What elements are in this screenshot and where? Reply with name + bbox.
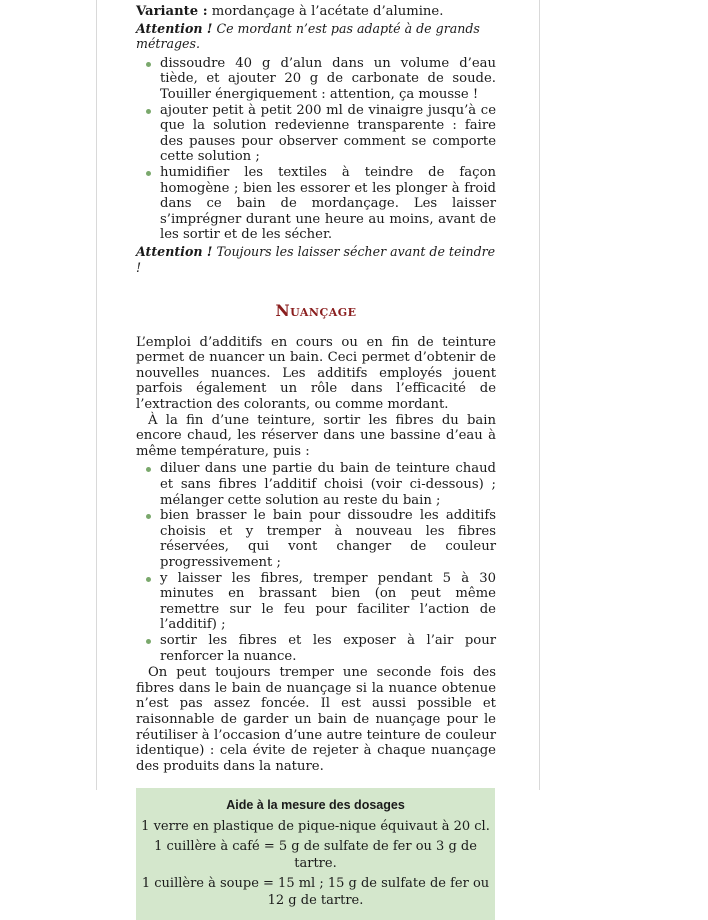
attention-text: Toujours les laisser sécher avant de teindre ! bbox=[136, 243, 496, 275]
variante-text: mordançage à l’acétate d’alumine. bbox=[207, 4, 444, 19]
box-line: 1 cuillère à soupe = 15 ml ; 15 g de sulfate de fer ou 12 g de tartre. bbox=[141, 875, 490, 908]
list-item bbox=[136, 571, 496, 633]
page-right-edge bbox=[539, 0, 540, 790]
dosage-help-box bbox=[136, 788, 495, 920]
box-line: 1 verre en plastique de pique-nique équivaut à 20 cl. bbox=[141, 818, 490, 834]
list-item-text: bien brasser le bain pour dissoudre les additifs choisis et y tremper à nouveau les fibres réservées, qui vont changer de couleur progressivement ; bbox=[160, 508, 496, 570]
list-item-text: diluer dans une partie du bain de teinture chaud et sans fibres l’additif choisi (voir ci-dessous) ; mélanger cette solution au reste du bain ; bbox=[160, 461, 496, 508]
box-line: 1 cuillère à café = 5 g de sulfate de fer ou 3 g de tartre. bbox=[154, 838, 477, 871]
list-item bbox=[136, 56, 496, 103]
list-item bbox=[136, 103, 496, 165]
section-heading: Nuançage bbox=[275, 301, 357, 321]
list-item-text: sortir les fibres et les exposer à l’air pour renforcer la nuance. bbox=[160, 632, 496, 664]
bullet-icon bbox=[146, 109, 151, 114]
list-item bbox=[136, 165, 496, 243]
attention-text: Ce mordant n’est pas adapté à de grands métrages. bbox=[136, 20, 480, 52]
nuancage-steps-list bbox=[136, 461, 496, 664]
bullet-icon bbox=[146, 577, 151, 582]
list-item bbox=[136, 508, 496, 570]
list-item bbox=[136, 461, 496, 508]
attention-note-2 bbox=[136, 244, 496, 275]
list-item-text: humidifier les textiles à teindre de façon homogène ; bien les essorer et les plonger à froid dans ce bain de mordançage. Les laisser s’imprégner durant une heure au moins, avant de les sortir et de les sécher. bbox=[160, 164, 496, 243]
attention-note-1 bbox=[136, 21, 496, 52]
paragraph-instructions: À la fin d’une teinture, sortir les fibres du bain encore chaud, les réserver dans une bassine d’eau à même température, puis : bbox=[136, 412, 496, 459]
variante-label: Variante : bbox=[136, 4, 208, 19]
mordant-steps-list bbox=[136, 56, 496, 243]
bullet-icon bbox=[146, 639, 151, 644]
page-left-edge bbox=[96, 0, 97, 790]
paragraph-conclusion: On peut toujours tremper une seconde fois des fibres dans le bain de nuançage si la nuance obtenue n’est pas assez foncée. Il est aussi possible et raisonnable de garder un bain de nuançage pour le réutiliser à l’occasion d’une autre teinture de couleur identique) : cela évite de rejeter à chaque nuançage des produits dans la nature. bbox=[136, 665, 496, 774]
bullet-icon bbox=[146, 171, 151, 176]
list-item-text: ajouter petit à petit 200 ml de vinaigre jusqu’à ce que la solution redevienne transparente : faire des pauses pour observer comment se comporte cette solution ; bbox=[160, 102, 496, 165]
attention-label: Attention ! bbox=[136, 20, 213, 36]
bullet-icon bbox=[146, 514, 151, 519]
bullet-icon bbox=[146, 467, 151, 472]
attention-label: Attention ! bbox=[136, 243, 213, 259]
box-title: Aide à la mesure des dosages bbox=[226, 798, 405, 813]
list-item bbox=[136, 633, 496, 664]
variante-line bbox=[136, 4, 496, 20]
bullet-icon bbox=[146, 62, 151, 67]
document-page bbox=[136, 4, 496, 920]
paragraph-intro: L’emploi d’additifs en cours ou en fin de teinture permet de nuancer un bain. Ceci permet d’obtenir de nouvelles nuances. Les additifs employés jouent parfois également un rôle dans l’efficacité de l’extraction des colorants, ou comme mordant. bbox=[136, 334, 496, 413]
list-item-text: dissoudre 40 g d’alun dans un volume d’eau tiède, et ajouter 20 g de carbonate de soude. Touiller énergiquement : attention, ça mousse ! bbox=[160, 55, 496, 102]
list-item-text: y laisser les fibres, tremper pendant 5 à 30 minutes en brassant bien (on peut même remettre sur le feu pour faciliter l’action de l’additif) ; bbox=[160, 570, 496, 633]
